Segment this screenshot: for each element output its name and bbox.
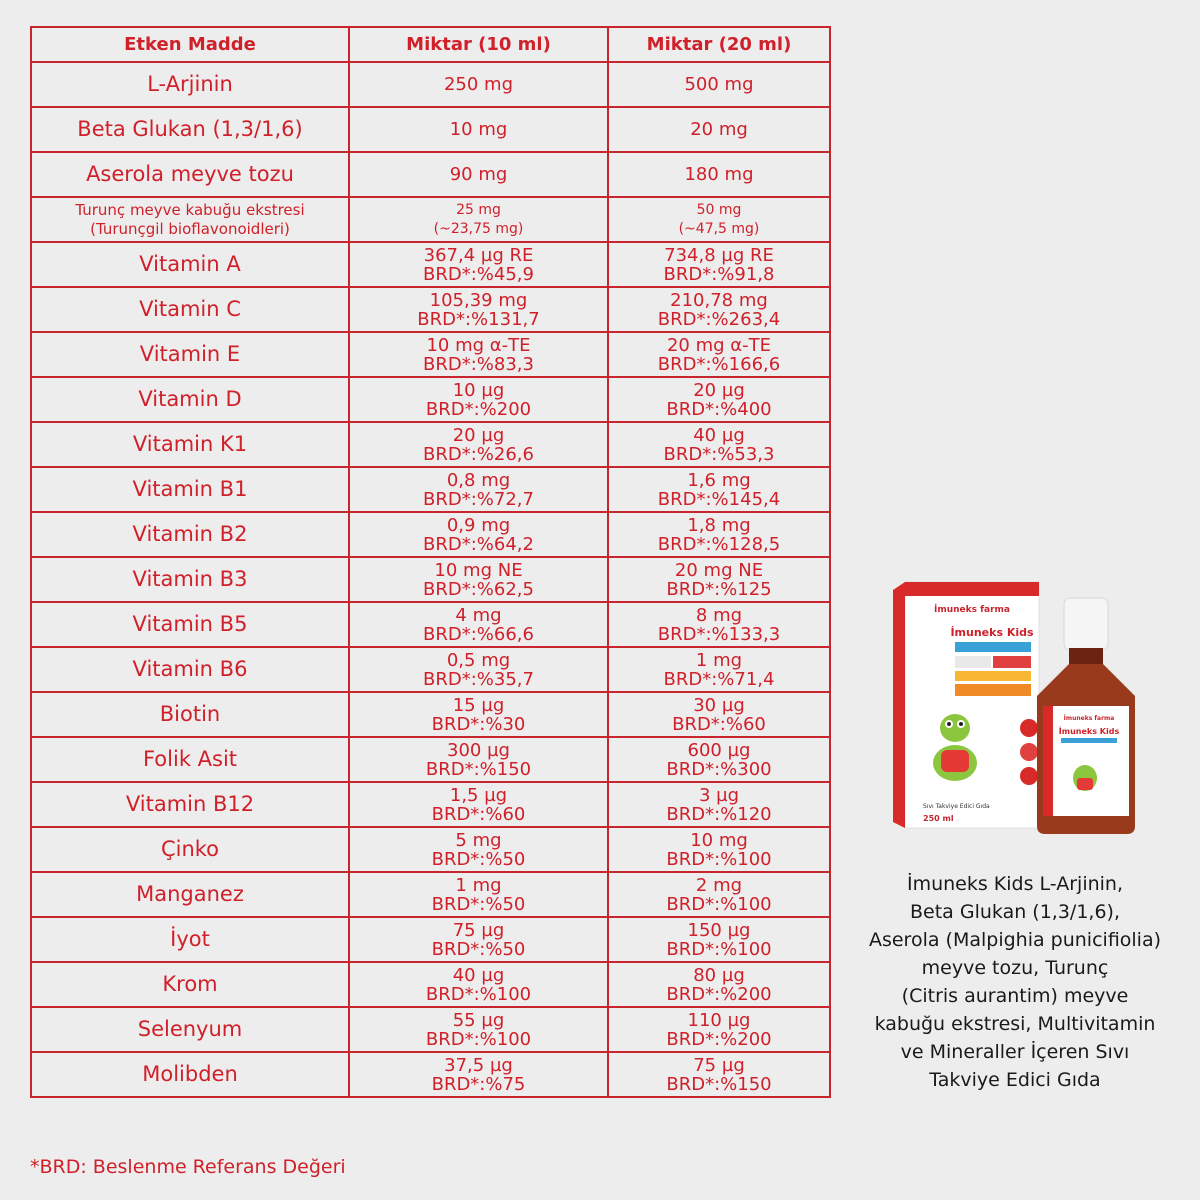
cell-line: BRD*:%128,5 bbox=[657, 533, 781, 555]
cell-line: Manganez bbox=[136, 882, 244, 906]
table-body bbox=[31, 62, 830, 1097]
table-row bbox=[31, 647, 830, 692]
header-amount-20ml: Miktar (20 ml) bbox=[608, 27, 830, 62]
amount-20ml-cell bbox=[608, 962, 830, 1007]
cell-line: Aserola meyve tozu bbox=[86, 162, 294, 186]
table-row bbox=[31, 872, 830, 917]
table-row bbox=[31, 332, 830, 377]
cell-line: 0,8 mg bbox=[446, 469, 511, 491]
amount-10ml-cell bbox=[349, 422, 608, 467]
amount-10ml-cell bbox=[349, 602, 608, 647]
cell-line: Vitamin B1 bbox=[132, 477, 248, 501]
cell-line: BRD*:%66,6 bbox=[423, 623, 534, 645]
product-image bbox=[893, 578, 1155, 840]
cell-line: 0,9 mg bbox=[446, 514, 511, 536]
ingredient-name-cell bbox=[31, 737, 349, 782]
cell-line: BRD*:%60 bbox=[431, 803, 526, 825]
box-volume: 250 ml bbox=[923, 814, 954, 823]
cell-line: 600 µg bbox=[687, 739, 751, 761]
cell-line: 110 µg bbox=[687, 1009, 751, 1031]
ingredient-name-cell bbox=[31, 1007, 349, 1052]
amount-20ml-cell bbox=[608, 467, 830, 512]
cell-line: Vitamin B5 bbox=[132, 612, 248, 636]
cell-line: 75 µg bbox=[452, 919, 505, 941]
cell-line: 20 mg bbox=[690, 119, 748, 140]
table-row bbox=[31, 557, 830, 602]
caption-line: ve Mineraller İçeren Sıvı bbox=[900, 1041, 1130, 1063]
svg-text:İmuneks farma: İmuneks farma bbox=[1063, 715, 1115, 722]
amount-20ml-cell bbox=[608, 737, 830, 782]
table-row bbox=[31, 602, 830, 647]
ingredient-name-cell bbox=[31, 1052, 349, 1097]
cell-line: 5 mg bbox=[455, 829, 502, 851]
cell-line: BRD*:%100 bbox=[666, 938, 772, 960]
amount-10ml-cell bbox=[349, 332, 608, 377]
cell-line: 8 mg bbox=[695, 604, 743, 626]
cell-line: Vitamin B6 bbox=[132, 657, 248, 681]
amount-20ml-cell bbox=[608, 332, 830, 377]
cell-line: Folik Asit bbox=[142, 747, 238, 771]
table-row bbox=[31, 242, 830, 287]
cell-line: Vitamin A bbox=[139, 252, 241, 276]
amount-20ml-cell bbox=[608, 557, 830, 602]
cell-line: 1,6 mg bbox=[687, 469, 751, 491]
table-row bbox=[31, 467, 830, 512]
bottle-label bbox=[1043, 706, 1129, 816]
amount-20ml-cell bbox=[608, 692, 830, 737]
cell-line: 30 µg bbox=[693, 694, 745, 716]
table-row bbox=[31, 962, 830, 1007]
cell-line: BRD*:%71,4 bbox=[663, 668, 775, 690]
cell-line: BRD*:%131,7 bbox=[417, 308, 540, 330]
table-row bbox=[31, 692, 830, 737]
header-row bbox=[31, 27, 830, 62]
cell-line: 10 mg bbox=[690, 829, 748, 851]
cell-line: 1 mg bbox=[455, 874, 502, 896]
table-header bbox=[31, 27, 830, 62]
ingredient-name-cell bbox=[31, 692, 349, 737]
cell-line: (~47,5 mg) bbox=[678, 220, 760, 237]
cell-line: BRD*:%125 bbox=[666, 578, 772, 600]
cell-line: BRD*:%83,3 bbox=[423, 353, 534, 375]
cell-line: Molibden bbox=[142, 1062, 238, 1086]
table-row bbox=[31, 782, 830, 827]
table-row bbox=[31, 197, 830, 242]
table-row bbox=[31, 422, 830, 467]
caption-line: kabuğu ekstresi, Multivitamin bbox=[874, 1013, 1156, 1035]
cell-line: 50 mg bbox=[696, 201, 742, 218]
caption-line: Beta Glukan (1,3/1,6), bbox=[910, 901, 1120, 923]
table-row bbox=[31, 737, 830, 782]
caption-line: (Citris aurantim) meyve bbox=[901, 985, 1129, 1007]
cell-line: BRD*:%35,7 bbox=[423, 668, 534, 690]
ingredient-name-cell bbox=[31, 872, 349, 917]
cell-line: BRD*:%400 bbox=[666, 398, 772, 420]
cell-line: Vitamin K1 bbox=[132, 432, 248, 456]
caption-line: meyve tozu, Turunç bbox=[921, 957, 1109, 979]
ingredient-name-cell bbox=[31, 107, 349, 152]
cell-line: 734,8 µg RE bbox=[664, 244, 774, 266]
cell-line: 367,4 µg RE bbox=[423, 244, 534, 266]
cell-line: BRD*:%100 bbox=[425, 983, 532, 1005]
amount-20ml-cell bbox=[608, 107, 830, 152]
cell-line: İyot bbox=[170, 927, 210, 951]
amount-20ml-cell bbox=[608, 377, 830, 422]
cell-line: Beta Glukan (1,3/1,6) bbox=[77, 117, 303, 141]
amount-20ml-cell bbox=[608, 872, 830, 917]
cell-line: 40 µg bbox=[693, 424, 745, 446]
cell-line: BRD*:%26,6 bbox=[423, 443, 534, 465]
amount-10ml-cell bbox=[349, 872, 608, 917]
cell-line: 250 mg bbox=[443, 74, 514, 95]
table-row bbox=[31, 512, 830, 557]
amount-10ml-cell bbox=[349, 467, 608, 512]
cell-line: 10 mg bbox=[449, 119, 508, 140]
cell-line: Vitamin D bbox=[138, 387, 242, 411]
caption-line: Takviye Edici Gıda bbox=[929, 1069, 1101, 1091]
amount-20ml-cell bbox=[608, 602, 830, 647]
table-row bbox=[31, 377, 830, 422]
table-row bbox=[31, 1052, 830, 1097]
cell-line: 20 µg bbox=[693, 379, 745, 401]
svg-text:İmuneks Kids: İmuneks Kids bbox=[1058, 727, 1120, 736]
bottle-cap bbox=[1064, 598, 1108, 650]
amount-20ml-cell bbox=[608, 242, 830, 287]
ingredient-name-cell bbox=[31, 197, 349, 242]
ingredient-name-cell bbox=[31, 962, 349, 1007]
amount-20ml-cell bbox=[608, 782, 830, 827]
cell-line: Vitamin B3 bbox=[132, 567, 248, 591]
cell-line: 300 µg bbox=[447, 739, 510, 761]
cell-line: BRD*:%200 bbox=[666, 983, 772, 1005]
cell-line: L-Arjinin bbox=[147, 72, 233, 96]
amount-20ml-cell bbox=[608, 647, 830, 692]
box-brand-logo: İmuneks farma bbox=[934, 605, 1010, 615]
cell-line: 500 mg bbox=[684, 74, 754, 95]
ingredient-name-cell bbox=[31, 287, 349, 332]
amount-10ml-cell bbox=[349, 512, 608, 557]
cell-line: BRD*:%133,3 bbox=[657, 623, 781, 645]
amount-10ml-cell bbox=[349, 377, 608, 422]
caption-line: Aserola (Malpighia punicifiolia) bbox=[868, 929, 1162, 951]
ingredient-name-cell bbox=[31, 512, 349, 557]
cell-line: 20 mg α-TE bbox=[666, 334, 772, 356]
amount-10ml-cell bbox=[349, 1007, 608, 1052]
cell-line: BRD*:%200 bbox=[425, 398, 532, 420]
cell-line: 55 µg bbox=[452, 1009, 505, 1031]
amount-10ml-cell bbox=[349, 737, 608, 782]
amount-10ml-cell bbox=[349, 152, 608, 197]
cell-line: 90 mg bbox=[449, 164, 508, 185]
cell-line: BRD*:%100 bbox=[666, 893, 772, 915]
cell-line: BRD*:%150 bbox=[666, 1073, 772, 1095]
cell-line: BRD*:%50 bbox=[431, 938, 526, 960]
amount-10ml-cell bbox=[349, 62, 608, 107]
ingredient-name-cell bbox=[31, 62, 349, 107]
table-row bbox=[31, 827, 830, 872]
cell-line: 20 mg NE bbox=[674, 559, 764, 581]
cell-line: Çinko bbox=[160, 837, 220, 861]
product-box-side bbox=[893, 582, 905, 828]
amount-20ml-cell bbox=[608, 917, 830, 962]
cell-line: 10 mg α-TE bbox=[426, 334, 531, 356]
cell-line: BRD*:%62,5 bbox=[423, 578, 534, 600]
box-type-label: Sıvı Takviye Edici Gıda bbox=[923, 803, 990, 810]
amount-20ml-cell bbox=[608, 1007, 830, 1052]
table-row bbox=[31, 107, 830, 152]
amount-20ml-cell bbox=[608, 827, 830, 872]
table-row bbox=[31, 62, 830, 107]
cell-line: BRD*:%200 bbox=[666, 1028, 772, 1050]
caption-line: İmuneks Kids L-Arjinin, bbox=[906, 873, 1124, 895]
amount-20ml-cell bbox=[608, 152, 830, 197]
cell-line: 0,5 mg bbox=[446, 649, 511, 671]
cell-line: 80 µg bbox=[693, 964, 745, 986]
amount-10ml-cell bbox=[349, 287, 608, 332]
cell-line: 1 mg bbox=[695, 649, 743, 671]
cell-line: Vitamin B12 bbox=[125, 792, 255, 816]
ingredient-name-cell bbox=[31, 467, 349, 512]
cell-line: 25 mg bbox=[456, 201, 501, 218]
amount-10ml-cell bbox=[349, 827, 608, 872]
cell-line: BRD*:%150 bbox=[425, 758, 532, 780]
cell-line: Vitamin C bbox=[139, 297, 241, 321]
cell-line: 40 µg bbox=[452, 964, 505, 986]
cell-line: BRD*:%53,3 bbox=[663, 443, 775, 465]
cell-line: BRD*:%300 bbox=[666, 758, 772, 780]
cell-line: Vitamin E bbox=[139, 342, 241, 366]
cell-line: 150 µg bbox=[687, 919, 751, 941]
amount-20ml-cell bbox=[608, 197, 830, 242]
header-ingredient: Etken Madde bbox=[31, 27, 349, 62]
cell-line: 10 mg NE bbox=[434, 559, 523, 581]
amount-10ml-cell bbox=[349, 782, 608, 827]
cell-line: BRD*:%64,2 bbox=[423, 533, 534, 555]
cell-line: BRD*:%120 bbox=[666, 803, 772, 825]
product-box-front bbox=[905, 582, 1039, 828]
cell-line: 20 µg bbox=[452, 424, 505, 446]
cell-line: Vitamin B2 bbox=[132, 522, 248, 546]
cell-line: BRD*:%75 bbox=[431, 1073, 526, 1095]
cell-line: 180 mg bbox=[684, 164, 754, 185]
box-title: İmuneks Kids bbox=[950, 626, 1034, 639]
table-row bbox=[31, 152, 830, 197]
amount-10ml-cell bbox=[349, 557, 608, 602]
cell-line: Turunç meyve kabuğu ekstresi bbox=[75, 200, 305, 219]
amount-10ml-cell bbox=[349, 917, 608, 962]
amount-10ml-cell bbox=[349, 962, 608, 1007]
cell-line: BRD*:%72,7 bbox=[423, 488, 534, 510]
cell-line: BRD*:%166,6 bbox=[657, 353, 781, 375]
ingredient-name-cell bbox=[31, 377, 349, 422]
amount-10ml-cell bbox=[349, 107, 608, 152]
amount-20ml-cell bbox=[608, 287, 830, 332]
amount-20ml-cell bbox=[608, 1052, 830, 1097]
nutrition-table bbox=[30, 26, 831, 1098]
table-row bbox=[31, 917, 830, 962]
amount-10ml-cell bbox=[349, 197, 608, 242]
ingredient-name-cell bbox=[31, 602, 349, 647]
cell-line: BRD*:%100 bbox=[425, 1028, 532, 1050]
amount-10ml-cell bbox=[349, 242, 608, 287]
amount-20ml-cell bbox=[608, 62, 830, 107]
cell-line: (Turunçgil bioflavonoidleri) bbox=[90, 219, 290, 238]
amount-20ml-cell bbox=[608, 422, 830, 467]
cell-line: BRD*:%100 bbox=[666, 848, 772, 870]
cell-line: (~23,75 mg) bbox=[433, 220, 524, 237]
cell-line: BRD*:%50 bbox=[431, 893, 526, 915]
cell-line: 1,5 µg bbox=[449, 784, 508, 806]
cell-line: BRD*:%50 bbox=[431, 848, 526, 870]
cell-line: 15 µg bbox=[452, 694, 505, 716]
cell-line: BRD*:%45,9 bbox=[423, 263, 534, 285]
ingredient-name-cell bbox=[31, 557, 349, 602]
ingredient-name-cell bbox=[31, 827, 349, 872]
ingredient-name-cell bbox=[31, 647, 349, 692]
amount-10ml-cell bbox=[349, 692, 608, 737]
cell-line: 1,8 mg bbox=[687, 514, 751, 536]
cell-line: BRD*:%91,8 bbox=[663, 263, 775, 285]
header-amount-10ml: Miktar (10 ml) bbox=[349, 27, 608, 62]
cell-line: BRD*:%263,4 bbox=[657, 308, 781, 330]
ingredient-name-cell bbox=[31, 917, 349, 962]
amount-10ml-cell bbox=[349, 647, 608, 692]
cell-line: 210,78 mg bbox=[670, 289, 768, 311]
cell-line: 10 µg bbox=[452, 379, 505, 401]
ingredient-name-cell bbox=[31, 332, 349, 377]
ingredient-name-cell bbox=[31, 782, 349, 827]
footnote: *BRD: Beslenme Referans Değeri bbox=[30, 1156, 346, 1178]
cell-line: 2 mg bbox=[695, 874, 743, 896]
table-row bbox=[31, 1007, 830, 1052]
ingredient-name-cell bbox=[31, 152, 349, 197]
product-caption bbox=[850, 870, 1180, 1094]
cell-line: BRD*:%60 bbox=[672, 713, 766, 735]
product-box-top-band bbox=[905, 582, 1039, 596]
cell-line: BRD*:%30 bbox=[431, 713, 526, 735]
cell-line: BRD*:%145,4 bbox=[657, 488, 781, 510]
amount-20ml-cell bbox=[608, 512, 830, 557]
cell-line: Selenyum bbox=[137, 1017, 243, 1041]
cell-line: Krom bbox=[162, 972, 218, 996]
ingredient-name-cell bbox=[31, 242, 349, 287]
cell-line: 75 µg bbox=[693, 1054, 745, 1076]
box-subtitle-band bbox=[955, 642, 1031, 652]
cell-line: Biotin bbox=[159, 702, 221, 726]
amount-10ml-cell bbox=[349, 1052, 608, 1097]
cell-line: 105,39 mg bbox=[429, 289, 528, 311]
cell-line: 4 mg bbox=[455, 604, 502, 626]
table-row bbox=[31, 287, 830, 332]
cell-line: 37,5 µg bbox=[444, 1054, 513, 1076]
ingredient-name-cell bbox=[31, 422, 349, 467]
cell-line: 3 µg bbox=[698, 784, 740, 806]
